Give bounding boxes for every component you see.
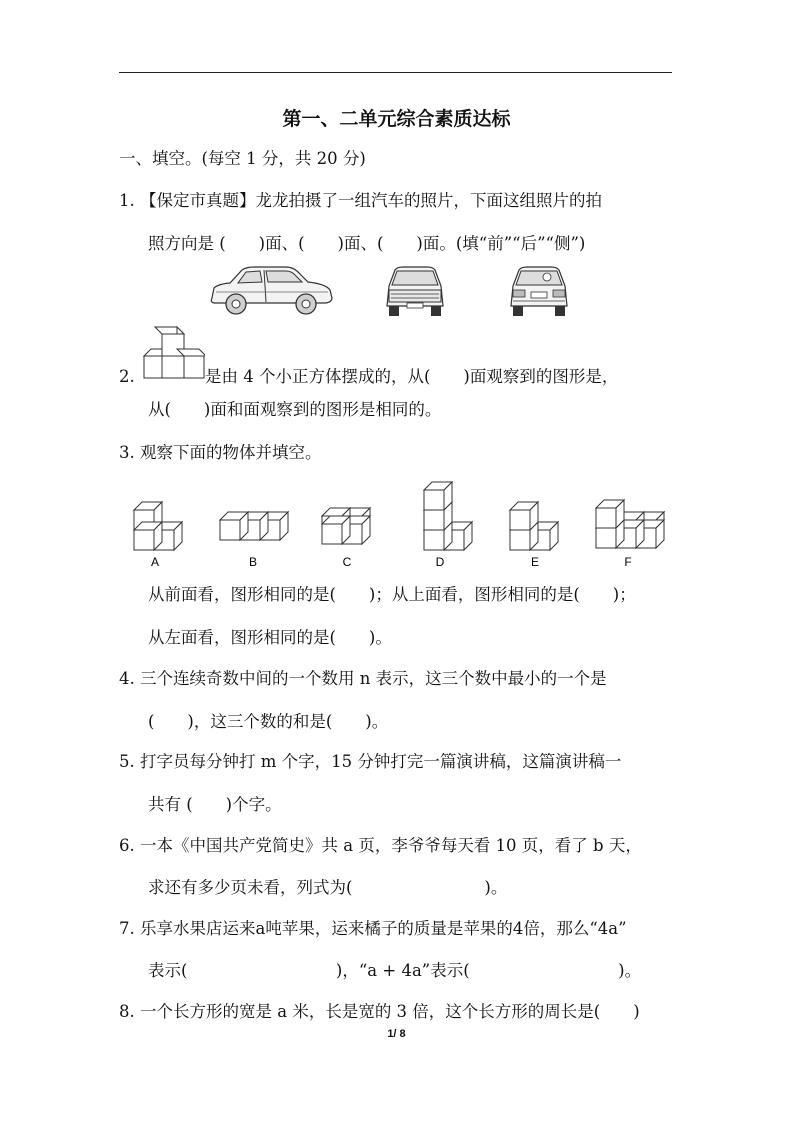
figure-e <box>510 502 558 550</box>
car-front-image <box>383 266 447 320</box>
figure-d <box>424 482 472 550</box>
car-side-image <box>208 266 334 318</box>
q4-line1: 4. 三个连续奇数中间的一个数用 n 表示，这三个数中最小的一个是 <box>119 669 607 688</box>
figure-c <box>322 508 370 544</box>
q2-line2: 从( )面和面观察到的图形是相同的。 <box>148 400 442 419</box>
label-e: E <box>530 555 540 569</box>
label-d: D <box>435 555 445 569</box>
label-b: B <box>248 555 258 569</box>
label-a: A <box>150 555 160 569</box>
q3-line3: 从左面看，图形相同的是( )。 <box>148 628 392 647</box>
q2-line1: 是由 4 个小正方体摆成的，从( )面观察到的图形是， <box>205 367 619 386</box>
section-heading: 一、填空。(每空 1 分，共 20 分) <box>119 149 366 168</box>
q3-figures <box>128 478 668 570</box>
figure-b <box>220 512 288 540</box>
label-f: F <box>624 555 632 569</box>
page-number: 1/ 8 <box>387 1028 406 1040</box>
q3-line2: 从前面看，图形相同的是( )；从上面看，图形相同的是( )； <box>148 585 636 604</box>
q7-line1: 7. 乐享水果店运来a吨苹果，运来橘子的质量是苹果的4倍，那么“4a” <box>119 919 627 938</box>
page-title: 第一、二单元综合素质达标 <box>282 108 511 130</box>
q2-number: 2. <box>119 367 135 386</box>
q2-cube-figure <box>143 326 205 380</box>
q7-line2: 表示( )，“a + 4a”表示( )。 <box>148 961 642 980</box>
q1-line1: 1. 【保定市真题】龙龙拍摄了一组汽车的照片，下面这组照片的拍 <box>119 191 602 210</box>
q1-line2: 照方向是 ( )面、( )面、( )面。(填“前”“后”“侧”) <box>148 234 586 253</box>
q3-line1: 3. 观察下面的物体并填空。 <box>119 443 322 462</box>
label-c: C <box>342 555 352 569</box>
q6-line1: 6. 一本《中国共产党简史》共 a 页，李爷爷每天看 10 页，看了 b 天， <box>119 836 642 855</box>
q8-line1: 8. 一个长方形的宽是 a 米，长是宽的 3 倍，这个长方形的周长是( ) <box>119 1002 640 1021</box>
q5-line1: 5. 打字员每分钟打 m 个字，15 分钟打完一篇演讲稿，这篇演讲稿一 <box>119 752 622 771</box>
q5-line2: 共有 ( )个字。 <box>148 795 282 814</box>
header-rule <box>119 72 672 73</box>
q6-line2: 求还有多少页未看，列式为( )。 <box>148 878 508 897</box>
figure-f <box>596 500 664 548</box>
figure-a <box>134 502 182 550</box>
car-back-image <box>507 266 571 320</box>
q4-line2: ( )，这三个数的和是( )。 <box>148 712 389 731</box>
